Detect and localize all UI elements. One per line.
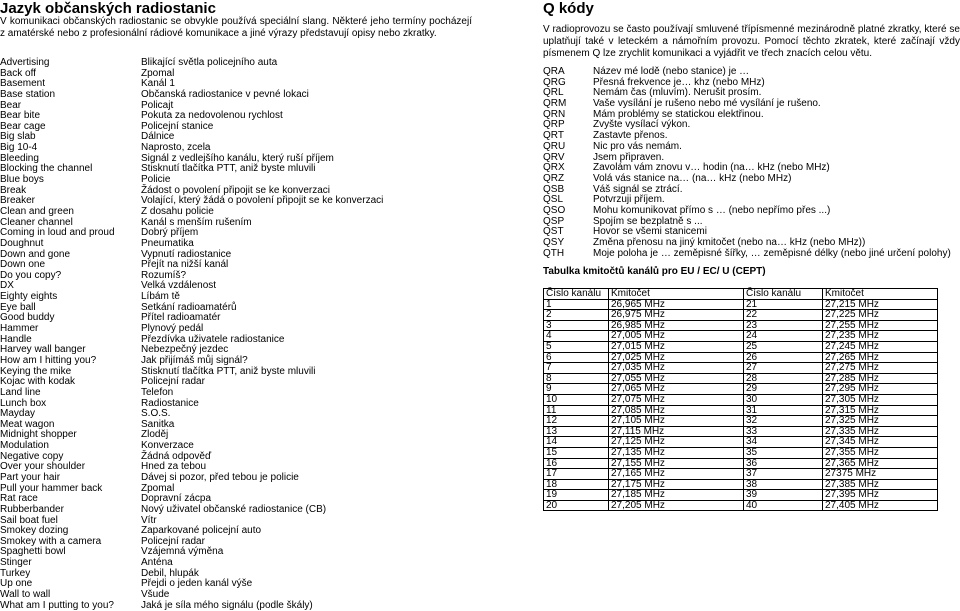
slang-row <box>0 579 472 590</box>
table-cell: 5 <box>544 341 609 352</box>
q-code-description: Zvyšte vysílací výkon. <box>593 119 691 131</box>
slang-meaning: Blikající světla policejního auta <box>141 57 278 68</box>
table-cell: 27,175 MHz <box>609 479 744 490</box>
table-cell: 27,325 MHz <box>823 416 938 427</box>
slang-term: Turkey <box>0 567 31 579</box>
right-intro: V radioprovozu se často používají smluvené třípísmenné mezinárodně platné zkratky, které se uplatňují také v leteckém a námořním provozu. Pomocí těchto zkratek, které začínají vždy písmenem Q lze zrychlit komunikaci a vyjádřit ve třech znacích celou větu. <box>543 24 960 59</box>
slang-row <box>0 399 472 410</box>
table-cell: 27,125 MHz <box>609 437 744 448</box>
slang-term: Kojac with kodak <box>0 376 76 388</box>
table-cell: 1 <box>544 299 609 310</box>
table-cell: 27,225 MHz <box>823 310 938 321</box>
table-cell: 27,165 MHz <box>609 469 744 480</box>
table-cell: 9 <box>544 384 609 395</box>
table-cell: 27,005 MHz <box>609 331 744 342</box>
q-code-description: Nic pro vás nemám. <box>593 140 682 152</box>
table-cell: 15 <box>544 447 609 458</box>
slang-term: Coming in loud and proud <box>0 227 115 239</box>
slang-term: Good buddy <box>0 312 55 324</box>
slang-row <box>0 537 472 548</box>
q-code: QRT <box>543 130 564 142</box>
slang-meaning: Vítr <box>141 514 157 526</box>
slang-meaning: S.O.S. <box>141 408 171 420</box>
slang-term: Clean and green <box>0 205 74 217</box>
q-code: QRZ <box>543 172 565 184</box>
table-cell: 33 <box>744 426 823 437</box>
q-code-description: Váš signál se ztrácí. <box>593 183 683 195</box>
q-code: QRU <box>543 140 566 152</box>
slang-meaning: Zpomal <box>141 482 175 494</box>
table-cell: 38 <box>744 479 823 490</box>
right-title: Q kódy <box>543 0 594 17</box>
slang-row <box>0 547 472 558</box>
slang-row <box>0 90 472 101</box>
slang-term: Stinger <box>0 557 32 569</box>
q-code: QRM <box>543 98 567 110</box>
slang-meaning: Pneumatika <box>141 237 194 249</box>
slang-meaning: Velká vzdálenost <box>141 280 217 292</box>
table-cell: 27375 MHz <box>823 469 938 480</box>
table-cell: 4 <box>544 331 609 342</box>
table-cell: 27,215 MHz <box>823 299 938 310</box>
table-header: Číslo kanálu <box>744 289 823 300</box>
slang-meaning: Sanitka <box>141 418 175 430</box>
table-cell: 27,405 MHz <box>823 500 938 511</box>
q-code-description: Mám problémy se statickou elektřinou. <box>593 108 764 120</box>
q-code-description: Vaše vysílání je rušeno nebo mé vysílání je rušeno. <box>593 98 821 110</box>
slang-row <box>0 58 472 69</box>
table-header: Kmitočet <box>823 289 938 300</box>
left-title: Jazyk občanských radiostanic <box>0 0 216 17</box>
table-cell: 2 <box>544 310 609 321</box>
slang-term: Part your hair <box>0 471 61 483</box>
slang-meaning: Anténa <box>141 557 173 569</box>
slang-meaning: Přejít na nižší kanál <box>141 259 229 271</box>
table-cell: 27,035 MHz <box>609 363 744 374</box>
slang-term: What am I putting to you? <box>0 599 114 611</box>
slang-meaning: Nebezpečný jezdec <box>141 344 229 356</box>
slang-term: DX <box>0 280 14 292</box>
slang-meaning: Setkání radioamatérů <box>141 301 237 313</box>
slang-term: Down one <box>0 259 46 271</box>
slang-meaning: Zpomal <box>141 67 175 79</box>
slang-term: Breaker <box>0 195 36 207</box>
slang-row <box>0 122 472 133</box>
table-cell: 3 <box>544 320 609 331</box>
slang-term: How am I hitting you? <box>0 354 97 366</box>
slang-term: Over your shoulder <box>0 461 86 473</box>
slang-row <box>0 388 472 399</box>
q-code-description: Spojím se bezplatně s ... <box>593 215 703 227</box>
table-cell: 22 <box>744 310 823 321</box>
table-cell: 19 <box>544 490 609 501</box>
table-cell: 27,285 MHz <box>823 373 938 384</box>
slang-meaning: Žádost o povolení připojit se ke konverzaci <box>141 184 330 196</box>
slang-row <box>0 430 472 441</box>
slang-meaning: Dálnice <box>141 131 175 143</box>
q-code-description: Zastavte přenos. <box>593 130 668 142</box>
table-cell: 36 <box>744 458 823 469</box>
slang-list <box>0 58 472 611</box>
q-code: QRX <box>543 162 565 174</box>
table-cell: 20 <box>544 500 609 511</box>
slang-row <box>0 601 472 611</box>
table-cell: 18 <box>544 479 609 490</box>
table-row <box>544 341 938 352</box>
table-row <box>544 363 938 374</box>
channel-table-title: Tabulka kmitočtů kanálů pro EU / EC/ U (CEPT) <box>543 266 766 277</box>
slang-term: Rat race <box>0 493 38 505</box>
slang-row <box>0 484 472 495</box>
slang-term: Pull your hammer back <box>0 482 103 494</box>
slang-term: Modulation <box>0 440 49 452</box>
table-cell: 37 <box>744 469 823 480</box>
table-cell: 34 <box>744 437 823 448</box>
table-cell: 23 <box>744 320 823 331</box>
slang-term: Basement <box>0 78 46 90</box>
slang-term: Rubberbander <box>0 503 64 515</box>
table-cell: 10 <box>544 394 609 405</box>
slang-term: Eighty eights <box>0 291 58 303</box>
slang-term: Eye ball <box>0 301 36 313</box>
table-cell: 8 <box>544 373 609 384</box>
table-row <box>544 320 938 331</box>
table-cell: 27,265 MHz <box>823 352 938 363</box>
table-row <box>544 469 938 480</box>
slang-row <box>0 441 472 452</box>
q-code-description: Moje poloha je … zeměpisné šířky, … zeměpisné délky (nebo jiné určení polohy) <box>593 247 951 259</box>
table-cell: 14 <box>544 437 609 448</box>
table-cell: 35 <box>744 447 823 458</box>
q-code: QSB <box>543 183 565 195</box>
table-row <box>544 500 938 511</box>
q-code: QSP <box>543 215 565 227</box>
table-cell: 27,205 MHz <box>609 500 744 511</box>
table-cell: 26,985 MHz <box>609 320 744 331</box>
table-cell: 27,355 MHz <box>823 447 938 458</box>
slang-row <box>0 505 472 516</box>
slang-meaning: Přejdi o jeden kanál výše <box>141 578 253 590</box>
table-cell: 24 <box>744 331 823 342</box>
q-code: QST <box>543 226 564 238</box>
table-cell: 21 <box>744 299 823 310</box>
slang-meaning: Jak přijímáš můj signál? <box>141 354 248 366</box>
slang-meaning: Dopravní zácpa <box>141 493 212 505</box>
q-code-description: Hovor se všemi stanicemi <box>593 226 707 238</box>
slang-row <box>0 250 472 261</box>
left-intro: V komunikaci občanských radiostanic se obvykle používá speciální slang. Některé jeho termíny pocházejí z amatérské nebo z profesionální rádiové komunikace a jiné výrazy představují opisy nebo zkratky. <box>0 16 472 39</box>
table-cell: 13 <box>544 426 609 437</box>
table-cell: 16 <box>544 458 609 469</box>
slang-term: Wall to wall <box>0 589 51 601</box>
slang-meaning: Jaká je síla mého signálu (podle škály) <box>141 599 313 611</box>
slang-term: Big slab <box>0 131 36 143</box>
table-cell: 31 <box>744 405 823 416</box>
table-cell: 30 <box>744 394 823 405</box>
slang-term: Base station <box>0 88 56 100</box>
q-code-description: Změna přenosu na jiný kmitočet (nebo na… kHz (nebo MHz)) <box>593 237 866 248</box>
table-cell: 27,295 MHz <box>823 384 938 395</box>
table-cell: 27,365 MHz <box>823 458 938 469</box>
table-cell: 39 <box>744 490 823 501</box>
table-row <box>544 437 938 448</box>
q-code-list <box>543 67 960 259</box>
slang-term: Land line <box>0 386 41 398</box>
slang-meaning: Naprosto, zcela <box>141 142 211 154</box>
slang-term: Negative copy <box>0 450 64 462</box>
slang-meaning: Policejní stanice <box>141 120 214 132</box>
table-cell: 27,085 MHz <box>609 405 744 416</box>
slang-term: Mayday <box>0 408 36 420</box>
slang-term: Harvey wall banger <box>0 344 86 356</box>
slang-term: Big 10-4 <box>0 142 38 154</box>
slang-row <box>0 271 472 282</box>
slang-meaning: Stisknutí tlačítka PTT, aniž byste mluvili <box>141 163 316 175</box>
table-cell: 27,105 MHz <box>609 416 744 427</box>
slang-meaning: Vypnutí radiostanice <box>141 248 232 260</box>
table-cell: 11 <box>544 405 609 416</box>
slang-term: Back off <box>0 67 36 79</box>
table-cell: 27,025 MHz <box>609 352 744 363</box>
table-cell: 12 <box>544 416 609 427</box>
slang-meaning: Kanál s menším rušením <box>141 216 252 228</box>
slang-row <box>0 207 472 218</box>
table-cell: 32 <box>744 416 823 427</box>
slang-row <box>0 132 472 143</box>
q-code-description: Jsem připraven. <box>593 151 665 163</box>
q-code: QTH <box>543 247 565 259</box>
slang-term: Blue boys <box>0 174 44 186</box>
slang-meaning: Policajt <box>141 99 174 111</box>
q-code-description: Volá vás stanice na… (na… kHz (nebo MHz) <box>593 172 792 184</box>
slang-term: Spaghetti bowl <box>0 546 66 558</box>
slang-row <box>0 281 472 292</box>
slang-term: Smokey with a camera <box>0 535 102 547</box>
slang-row <box>0 111 472 122</box>
table-row <box>544 331 938 342</box>
table-cell: 27,255 MHz <box>823 320 938 331</box>
slang-meaning: Nový uživatel občanské radiostanice (CB) <box>141 503 327 515</box>
slang-meaning: Všude <box>141 589 170 601</box>
table-cell: 27,185 MHz <box>609 490 744 501</box>
table-cell: 27,245 MHz <box>823 341 938 352</box>
slang-row <box>0 260 472 271</box>
table-row <box>544 405 938 416</box>
q-code: QRP <box>543 119 565 131</box>
table-header: Číslo kanálu <box>544 289 609 300</box>
slang-meaning: Přezdívka uživatele radiostanice <box>141 333 285 345</box>
slang-meaning: Dobrý příjem <box>141 227 199 239</box>
table-cell: 27,385 MHz <box>823 479 938 490</box>
table-cell: 29 <box>744 384 823 395</box>
q-code: QSL <box>543 194 564 206</box>
table-cell: 27,015 MHz <box>609 341 744 352</box>
slang-meaning: Přítel radioamatér <box>141 312 221 324</box>
slang-meaning: Zaparkované policejní auto <box>141 525 262 537</box>
q-code: QRL <box>543 87 564 99</box>
slang-term: Break <box>0 184 27 196</box>
table-cell: 6 <box>544 352 609 363</box>
slang-term: Handle <box>0 333 32 345</box>
table-row <box>544 426 938 437</box>
q-code-row <box>543 142 960 153</box>
slang-term: Meat wagon <box>0 418 55 430</box>
table-row <box>544 394 938 405</box>
table-row <box>544 458 938 469</box>
slang-term: Keying the mike <box>0 365 72 377</box>
table-cell: 27,275 MHz <box>823 363 938 374</box>
slang-term: Do you copy? <box>0 269 62 281</box>
slang-meaning: Vzájemná výměna <box>141 546 224 558</box>
table-cell: 27,335 MHz <box>823 426 938 437</box>
slang-term: Hammer <box>0 323 39 335</box>
slang-term: Bear bite <box>0 110 41 122</box>
table-cell: 7 <box>544 363 609 374</box>
table-cell: 27,345 MHz <box>823 437 938 448</box>
table-cell: 27,315 MHz <box>823 405 938 416</box>
slang-meaning: Rozumíš? <box>141 269 187 281</box>
slang-meaning: Volající, který žádá o povolení připojit se ke konverzaci <box>141 195 384 207</box>
slang-row <box>0 239 472 250</box>
q-code-description: Nemám čas (mluvím). Nerušit prosím. <box>593 87 762 99</box>
table-row <box>544 384 938 395</box>
slang-term: Cleaner channel <box>0 216 73 228</box>
slang-meaning: Občanská radiostanice v pevné lokaci <box>141 88 309 100</box>
table-row <box>544 447 938 458</box>
q-code: QRG <box>543 76 566 88</box>
slang-term: Up one <box>0 578 33 590</box>
slang-row <box>0 409 472 420</box>
q-code-description: Mohu komunikovat přímo s … (nebo nepřímo přes ...) <box>593 204 831 216</box>
table-row <box>544 373 938 384</box>
table-row <box>544 352 938 363</box>
slang-row <box>0 164 472 175</box>
table-cell: 27,065 MHz <box>609 384 744 395</box>
slang-meaning: Kanál 1 <box>141 78 175 90</box>
table-cell: 27,235 MHz <box>823 331 938 342</box>
table-cell: 26 <box>744 352 823 363</box>
q-code-description: Zavolám vám znovu v… hodin (na… kHz (nebo MHz) <box>593 162 830 174</box>
slang-meaning: Debil, hlupák <box>141 567 199 579</box>
slang-meaning: Líbám tě <box>141 291 180 303</box>
slang-row <box>0 69 472 80</box>
slang-meaning: Z dosahu policie <box>141 205 214 217</box>
slang-term: Midnight shopper <box>0 429 77 441</box>
slang-meaning: Policejní radar <box>141 376 205 388</box>
slang-meaning: Signál z vedlejšího kanálu, který ruší příjem <box>141 152 334 164</box>
table-cell: 27,075 MHz <box>609 394 744 405</box>
slang-term: Bear <box>0 99 22 111</box>
table-cell: 28 <box>744 373 823 384</box>
table-cell: 40 <box>744 500 823 511</box>
q-code-description: Potvrzuji příjem. <box>593 194 665 206</box>
table-cell: 27,055 MHz <box>609 373 744 384</box>
q-code: QRV <box>543 151 565 163</box>
slang-meaning: Hned za tebou <box>141 461 207 473</box>
q-code: QRN <box>543 108 566 120</box>
slang-term: Lunch box <box>0 397 47 409</box>
table-row <box>544 416 938 427</box>
slang-term: Bleeding <box>0 152 39 164</box>
table-cell: 27,155 MHz <box>609 458 744 469</box>
slang-meaning: Radiostanice <box>141 397 199 409</box>
slang-term: Down and gone <box>0 248 71 260</box>
slang-term: Sail boat fuel <box>0 514 58 526</box>
q-code-row <box>543 249 960 260</box>
slang-meaning: Stisknutí tlačítka PTT, aniž byste mluvili <box>141 365 316 377</box>
slang-meaning: Telefon <box>141 386 174 398</box>
slang-meaning: Policejní radar <box>141 535 205 547</box>
slang-term: Blocking the channel <box>0 163 93 175</box>
table-cell: 27 <box>744 363 823 374</box>
q-code: QSO <box>543 204 566 216</box>
table-cell: 27,305 MHz <box>823 394 938 405</box>
slang-meaning: Pokuta za nedovolenou rychlost <box>141 110 283 122</box>
slang-row <box>0 313 472 324</box>
slang-row <box>0 228 472 239</box>
q-code-row <box>543 174 960 185</box>
channel-table <box>543 288 938 511</box>
table-cell: 27,395 MHz <box>823 490 938 501</box>
q-code: QSY <box>543 237 565 248</box>
slang-row <box>0 558 472 569</box>
slang-meaning: Žádná odpověď <box>141 450 212 462</box>
table-cell: 26,965 MHz <box>609 299 744 310</box>
slang-meaning: Dávej si pozor, před tebou je policie <box>141 471 299 483</box>
table-cell: 27,135 MHz <box>609 447 744 458</box>
table-row <box>544 299 938 310</box>
table-row <box>544 490 938 501</box>
q-code-description: Název mé lodě (nebo stanice) je … <box>593 66 750 77</box>
table-cell: 26,975 MHz <box>609 310 744 321</box>
slang-term: Doughnut <box>0 237 44 249</box>
q-code: QRA <box>543 66 565 77</box>
table-header-row <box>544 289 938 300</box>
table-cell: 25 <box>744 341 823 352</box>
slang-term: Advertising <box>0 57 50 68</box>
q-code-description: Přesná frekvence je… khz (nebo MHz) <box>593 76 765 88</box>
slang-meaning: Policie <box>141 174 171 186</box>
table-header: Kmitočet <box>609 289 744 300</box>
table-cell: 17 <box>544 469 609 480</box>
slang-row <box>0 377 472 388</box>
slang-term: Bear cage <box>0 120 46 132</box>
table-cell: 27,115 MHz <box>609 426 744 437</box>
table-row <box>544 479 938 490</box>
slang-row <box>0 356 472 367</box>
slang-meaning: Plynový pedál <box>141 323 204 335</box>
table-row <box>544 310 938 321</box>
slang-meaning: Konverzace <box>141 440 194 452</box>
slang-meaning: Zloděj <box>141 429 169 441</box>
slang-term: Smokey dozing <box>0 525 69 537</box>
slang-row <box>0 303 472 314</box>
